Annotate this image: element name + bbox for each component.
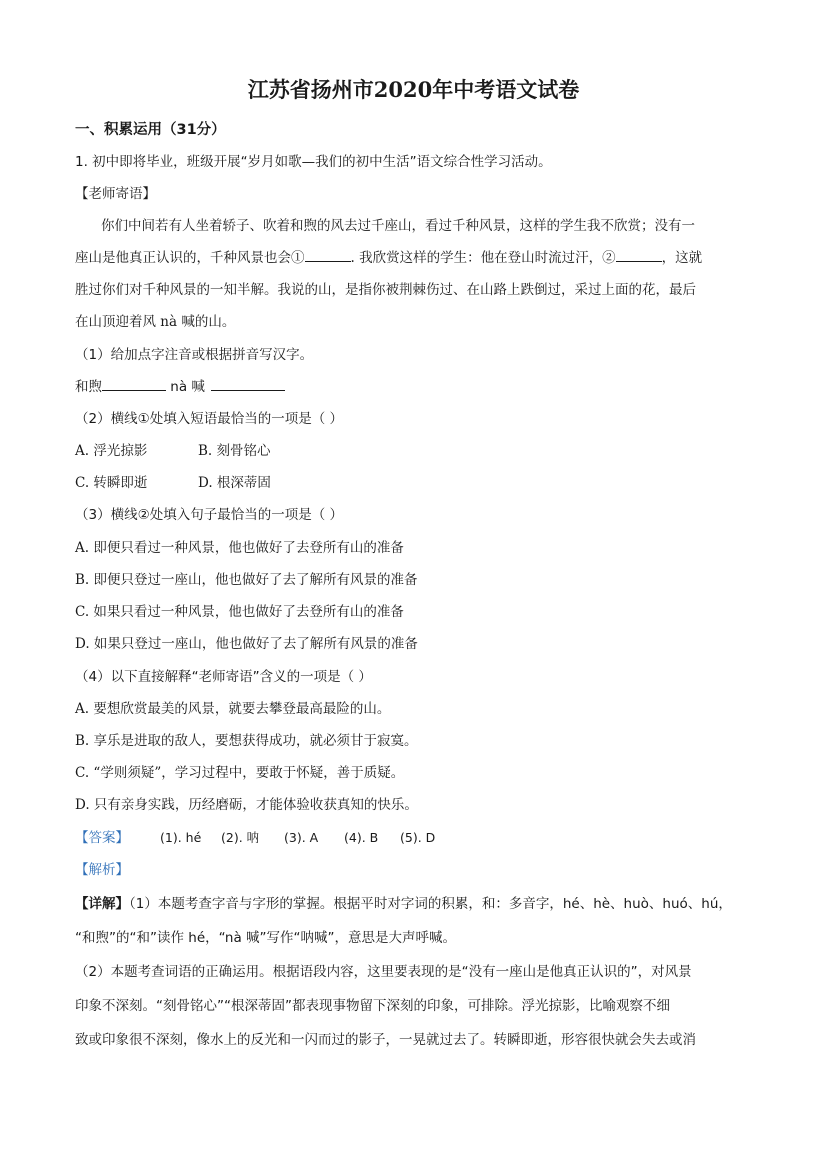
sub-question-4-option-c: C. “学则须疑”，学习过程中，要敢于怀疑，善于质疑。 [75,765,405,781]
answer-item: (1). hé [160,830,202,845]
option-c: C. 转瞬即逝 [75,475,148,491]
detail-line-2: “和煦”的“和”读作 hé，“nà 喊”写作“呐喊”，意思是大声呼喊。 [75,930,456,946]
sub-question-1-answer-line [75,375,285,395]
sub-question-3-option-d: D. 如果只登过一座山，他也做好了去了解所有风景的准备 [75,636,418,652]
analysis-label: 【解析】 [75,862,129,878]
teacher-message-label: 【老师寄语】 [75,186,156,202]
sub-question-4: （4）以下直接解释“老师寄语”含义的一项是（ ） [75,669,372,685]
detail-line-3: （2）本题考查词语的正确运用。根据语段内容，这里要表现的是“没有一座山是他真正认识的”，对风景 [75,964,692,980]
option-d: D. 根深蒂固 [198,475,271,491]
passage-line-3: 胜过你们对千种风景的一知半解。我说的山，是指你被荆棘伤过、在山路上跌倒过，采过上面的花，最后 [75,282,696,298]
sub-question-2-options-row-2 [75,471,271,491]
sub-question-3-option-a: A. 即便只看过一种风景，他也做好了去登所有山的准备 [75,540,404,556]
answer-item: (5). D [400,830,436,845]
passage-line-4: 在山顶迎着风 nà 喊的山。 [75,314,236,330]
detail-line-5: 致或印象很不深刻，像水上的反光和一闪而过的影子，一晃就过去了。转瞬即逝，形容很快就会失去或消 [75,1032,696,1048]
word-hexu: 和煦 [75,379,102,395]
sub-question-4-option-a: A. 要想欣赏最美的风景，就要去攀登最高最险的山。 [75,701,391,717]
blank-2 [616,249,662,262]
sub-question-1: （1）给加点字注音或根据拼音写汉字。 [75,347,314,363]
detail-line-4: 印象不深刻。“刻骨铭心”“根深蒂固”都表现事物留下深刻的印象，可排除。浮光掠影，比喻观察不细 [75,998,670,1014]
detail-paragraph-1 [75,892,732,912]
detail-line-1: （1）本题考查字音与字形的掌握。根据平时对字词的积累，和：多音字，hé、hè、huò、huó、hú， [129,896,732,912]
option-a: A. 浮光掠影 [75,443,148,459]
blank-1 [305,249,351,262]
word-nahan: nà 喊 [166,379,205,395]
passage-line-2 [75,246,702,266]
answer-item: (4). B [344,830,379,845]
answer-blank-1 [102,378,166,391]
passage-line-2-part-b: . 我欣赏这样的学生：他在登山时流过汗，② [350,250,616,266]
sub-question-4-option-d: D. 只有亲身实践，历经磨砺，才能体验收获真知的快乐。 [75,797,418,813]
passage-line-2-part-a: 座山是他真正认识的，千种风景也会① [75,250,305,266]
answer-row [75,826,435,846]
sub-question-4-option-b: B. 享乐是进取的敌人，要想获得成功，就必须甘于寂寞。 [75,733,418,749]
passage-line-2-part-c: ，这就 [661,250,703,266]
sub-question-2: （2）横线①处填入短语最恰当的一项是（ ） [75,411,343,427]
section-heading: 一、积累运用（31分） [75,122,226,138]
option-b: B. 刻骨铭心 [198,443,271,459]
sub-question-3-option-c: C. 如果只看过一种风景，他也做好了去登所有山的准备 [75,604,404,620]
question-1-stem: 1. 初中即将毕业，班级开展“岁月如歌—我们的初中生活”语文综合性学习活动。 [75,154,552,170]
detail-label: 【详解】 [75,896,129,912]
answer-item: (3). A [284,830,319,845]
sub-question-3: （3）横线②处填入句子最恰当的一项是（ ） [75,507,343,523]
sub-question-2-options-row-1 [75,439,271,459]
page-title: 江苏省扬州市2020年中考语文试卷 [247,77,580,102]
answer-item: (2). 呐 [221,830,260,845]
sub-question-3-option-b: B. 即便只登过一座山，他也做好了去了解所有风景的准备 [75,572,418,588]
answer-blank-2 [211,378,285,391]
answer-label: 【答案】 [75,830,129,846]
passage-line-1: 你们中间若有人坐着轿子、吹着和煦的风去过千座山，看过千种风景，这样的学生我不欣赏；没有一 [101,218,695,234]
